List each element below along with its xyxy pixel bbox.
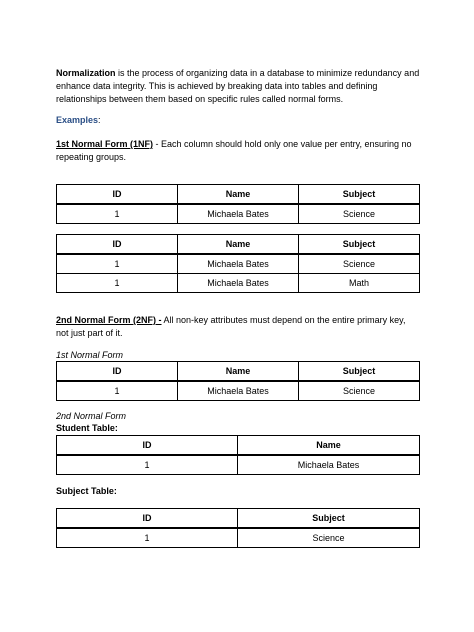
column-header: Subject (238, 509, 420, 529)
column-header: ID (57, 436, 238, 456)
table-cell: 1 (57, 254, 178, 274)
column-header: Name (178, 235, 299, 255)
table-cell: Michaela Bates (178, 381, 299, 401)
column-header: Name (178, 362, 299, 382)
column-header: ID (57, 235, 178, 255)
table-cell: 1 (57, 274, 178, 293)
nf2-title: 2nd Normal Form (2NF) - (56, 315, 162, 325)
column-header: Name (178, 185, 299, 205)
table-header-row (57, 509, 420, 529)
examples-heading-text: Examples (56, 115, 99, 125)
column-header: ID (57, 185, 178, 205)
table-cell: 1 (57, 528, 238, 548)
table-1nf-example (56, 361, 420, 401)
table-row (57, 254, 420, 274)
table-row (57, 528, 420, 548)
table-header-row (57, 235, 420, 255)
table-cell: Science (299, 204, 420, 224)
caption-2nf: 2nd Normal Form (56, 411, 127, 421)
table-cell: 1 (57, 204, 178, 224)
column-header: Subject (299, 235, 420, 255)
table-row (57, 204, 420, 224)
table-header-row (57, 185, 420, 205)
table-cell: Michaela Bates (238, 455, 420, 475)
table-cell: 1 (57, 455, 238, 475)
table-cell: 1 (57, 381, 178, 401)
table-1nf-multi (56, 234, 420, 293)
nf1-text: - Each column should hold only one value per entry, ensuring no repeating groups. (56, 139, 412, 162)
nf2-paragraph (56, 314, 420, 340)
caption-1nf: 1st Normal Form (56, 350, 124, 360)
table-1nf-single (56, 184, 420, 224)
table-cell: Science (238, 528, 420, 548)
student-table (56, 435, 420, 475)
nf1-paragraph (56, 138, 420, 164)
table-cell: Math (299, 274, 420, 293)
intro-paragraph (56, 67, 420, 106)
column-header: Name (238, 436, 420, 456)
subject-table-label: Subject Table: (56, 486, 117, 496)
table-row (57, 455, 420, 475)
intro-term: Normalization (56, 68, 116, 78)
intro-text: is the process of organizing data in a database to minimize redundancy and enhance data integrity. This is achieved by breaking data into tables and defining relationships between them based on specific rules called normal forms. (56, 68, 420, 104)
table-row (57, 381, 420, 401)
table-row (57, 274, 420, 293)
table-header-row (57, 362, 420, 382)
table-cell: Science (299, 254, 420, 274)
nf1-title: 1st Normal Form (1NF) (56, 139, 154, 149)
examples-heading (56, 114, 420, 127)
table-cell: Michaela Bates (178, 204, 299, 224)
table-header-row (57, 436, 420, 456)
column-header: Subject (299, 185, 420, 205)
nf2-text: All non-key attributes must depend on the entire primary key, not just part of it. (56, 315, 406, 338)
column-header: ID (57, 509, 238, 529)
table-cell: Michaela Bates (178, 254, 299, 274)
examples-colon: : (98, 115, 101, 125)
table-cell: Science (299, 381, 420, 401)
student-table-label: Student Table: (56, 423, 118, 433)
column-header: ID (57, 362, 178, 382)
subject-table (56, 508, 420, 548)
table-cell: Michaela Bates (178, 274, 299, 293)
column-header: Subject (299, 362, 420, 382)
